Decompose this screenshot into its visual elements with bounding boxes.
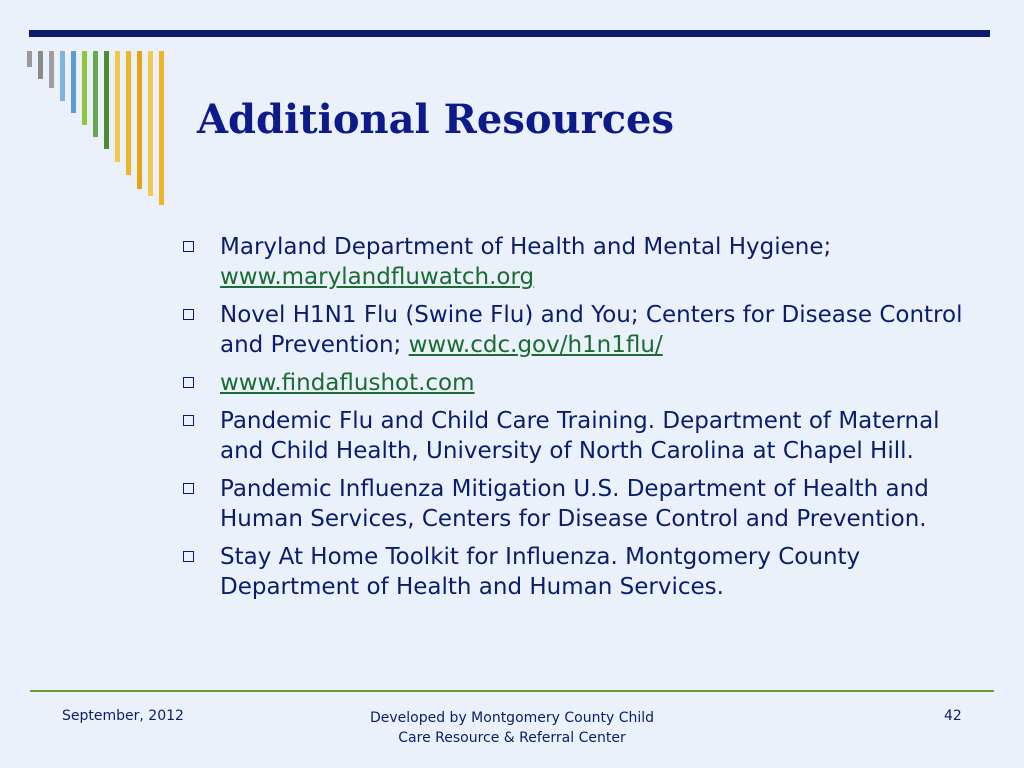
slide-title: Additional Resources: [197, 96, 675, 143]
footer-credit-line: Developed by Montgomery County Child: [369, 710, 655, 726]
footer-credit: [352, 708, 672, 748]
list-item: [183, 300, 973, 360]
page-number: 42: [944, 708, 962, 724]
square-bullet-icon: [183, 551, 194, 562]
stripe: [137, 51, 142, 189]
stripe: [104, 51, 109, 149]
list-item: [183, 474, 973, 534]
list-item: [183, 368, 973, 398]
stripe: [38, 51, 43, 79]
square-bullet-icon: [183, 483, 194, 494]
resource-text: Novel H1N1 Flu (Swine Flu) and You; Centers for Disease Control and Prevention;: [220, 302, 963, 358]
top-rule: [29, 30, 990, 37]
list-item: [183, 542, 973, 602]
stripe: [60, 51, 65, 101]
resource-text: Maryland Department of Health and Mental Hygiene;: [220, 234, 832, 260]
resource-list: [183, 232, 973, 610]
list-item: [183, 406, 973, 466]
footer-date: September, 2012: [62, 708, 184, 724]
footer-rule: [30, 690, 994, 692]
stripe: [82, 51, 87, 125]
stripe: [126, 51, 131, 175]
stripe: [159, 51, 164, 205]
stripe: [148, 51, 153, 196]
list-item: [183, 232, 973, 292]
resource-link[interactable]: www.cdc.gov/h1n1flu/: [408, 332, 663, 358]
stripe: [115, 51, 120, 162]
stripe: [93, 51, 98, 137]
square-bullet-icon: [183, 241, 194, 252]
footer-credit-line: Care Resource & Referral Center: [398, 730, 626, 746]
resource-text: Pandemic Influenza Mitigation U.S. Department of Health and Human Services, Centers for Disease Control and Prevention.: [220, 476, 929, 532]
resource-link[interactable]: www.findaflushot.com: [220, 370, 475, 396]
resource-text: Pandemic Flu and Child Care Training. Department of Maternal and Child Health, University of North Carolina at Chapel Hill.: [220, 408, 940, 464]
square-bullet-icon: [183, 377, 194, 388]
stripe: [27, 51, 32, 67]
resource-link[interactable]: www.marylandfluwatch.org: [220, 264, 535, 290]
stripe: [49, 51, 54, 88]
square-bullet-icon: [183, 309, 194, 320]
square-bullet-icon: [183, 415, 194, 426]
stripe: [71, 51, 76, 113]
resource-text: Stay At Home Toolkit for Influenza. Montgomery County Department of Health and Human Services.: [220, 544, 861, 600]
